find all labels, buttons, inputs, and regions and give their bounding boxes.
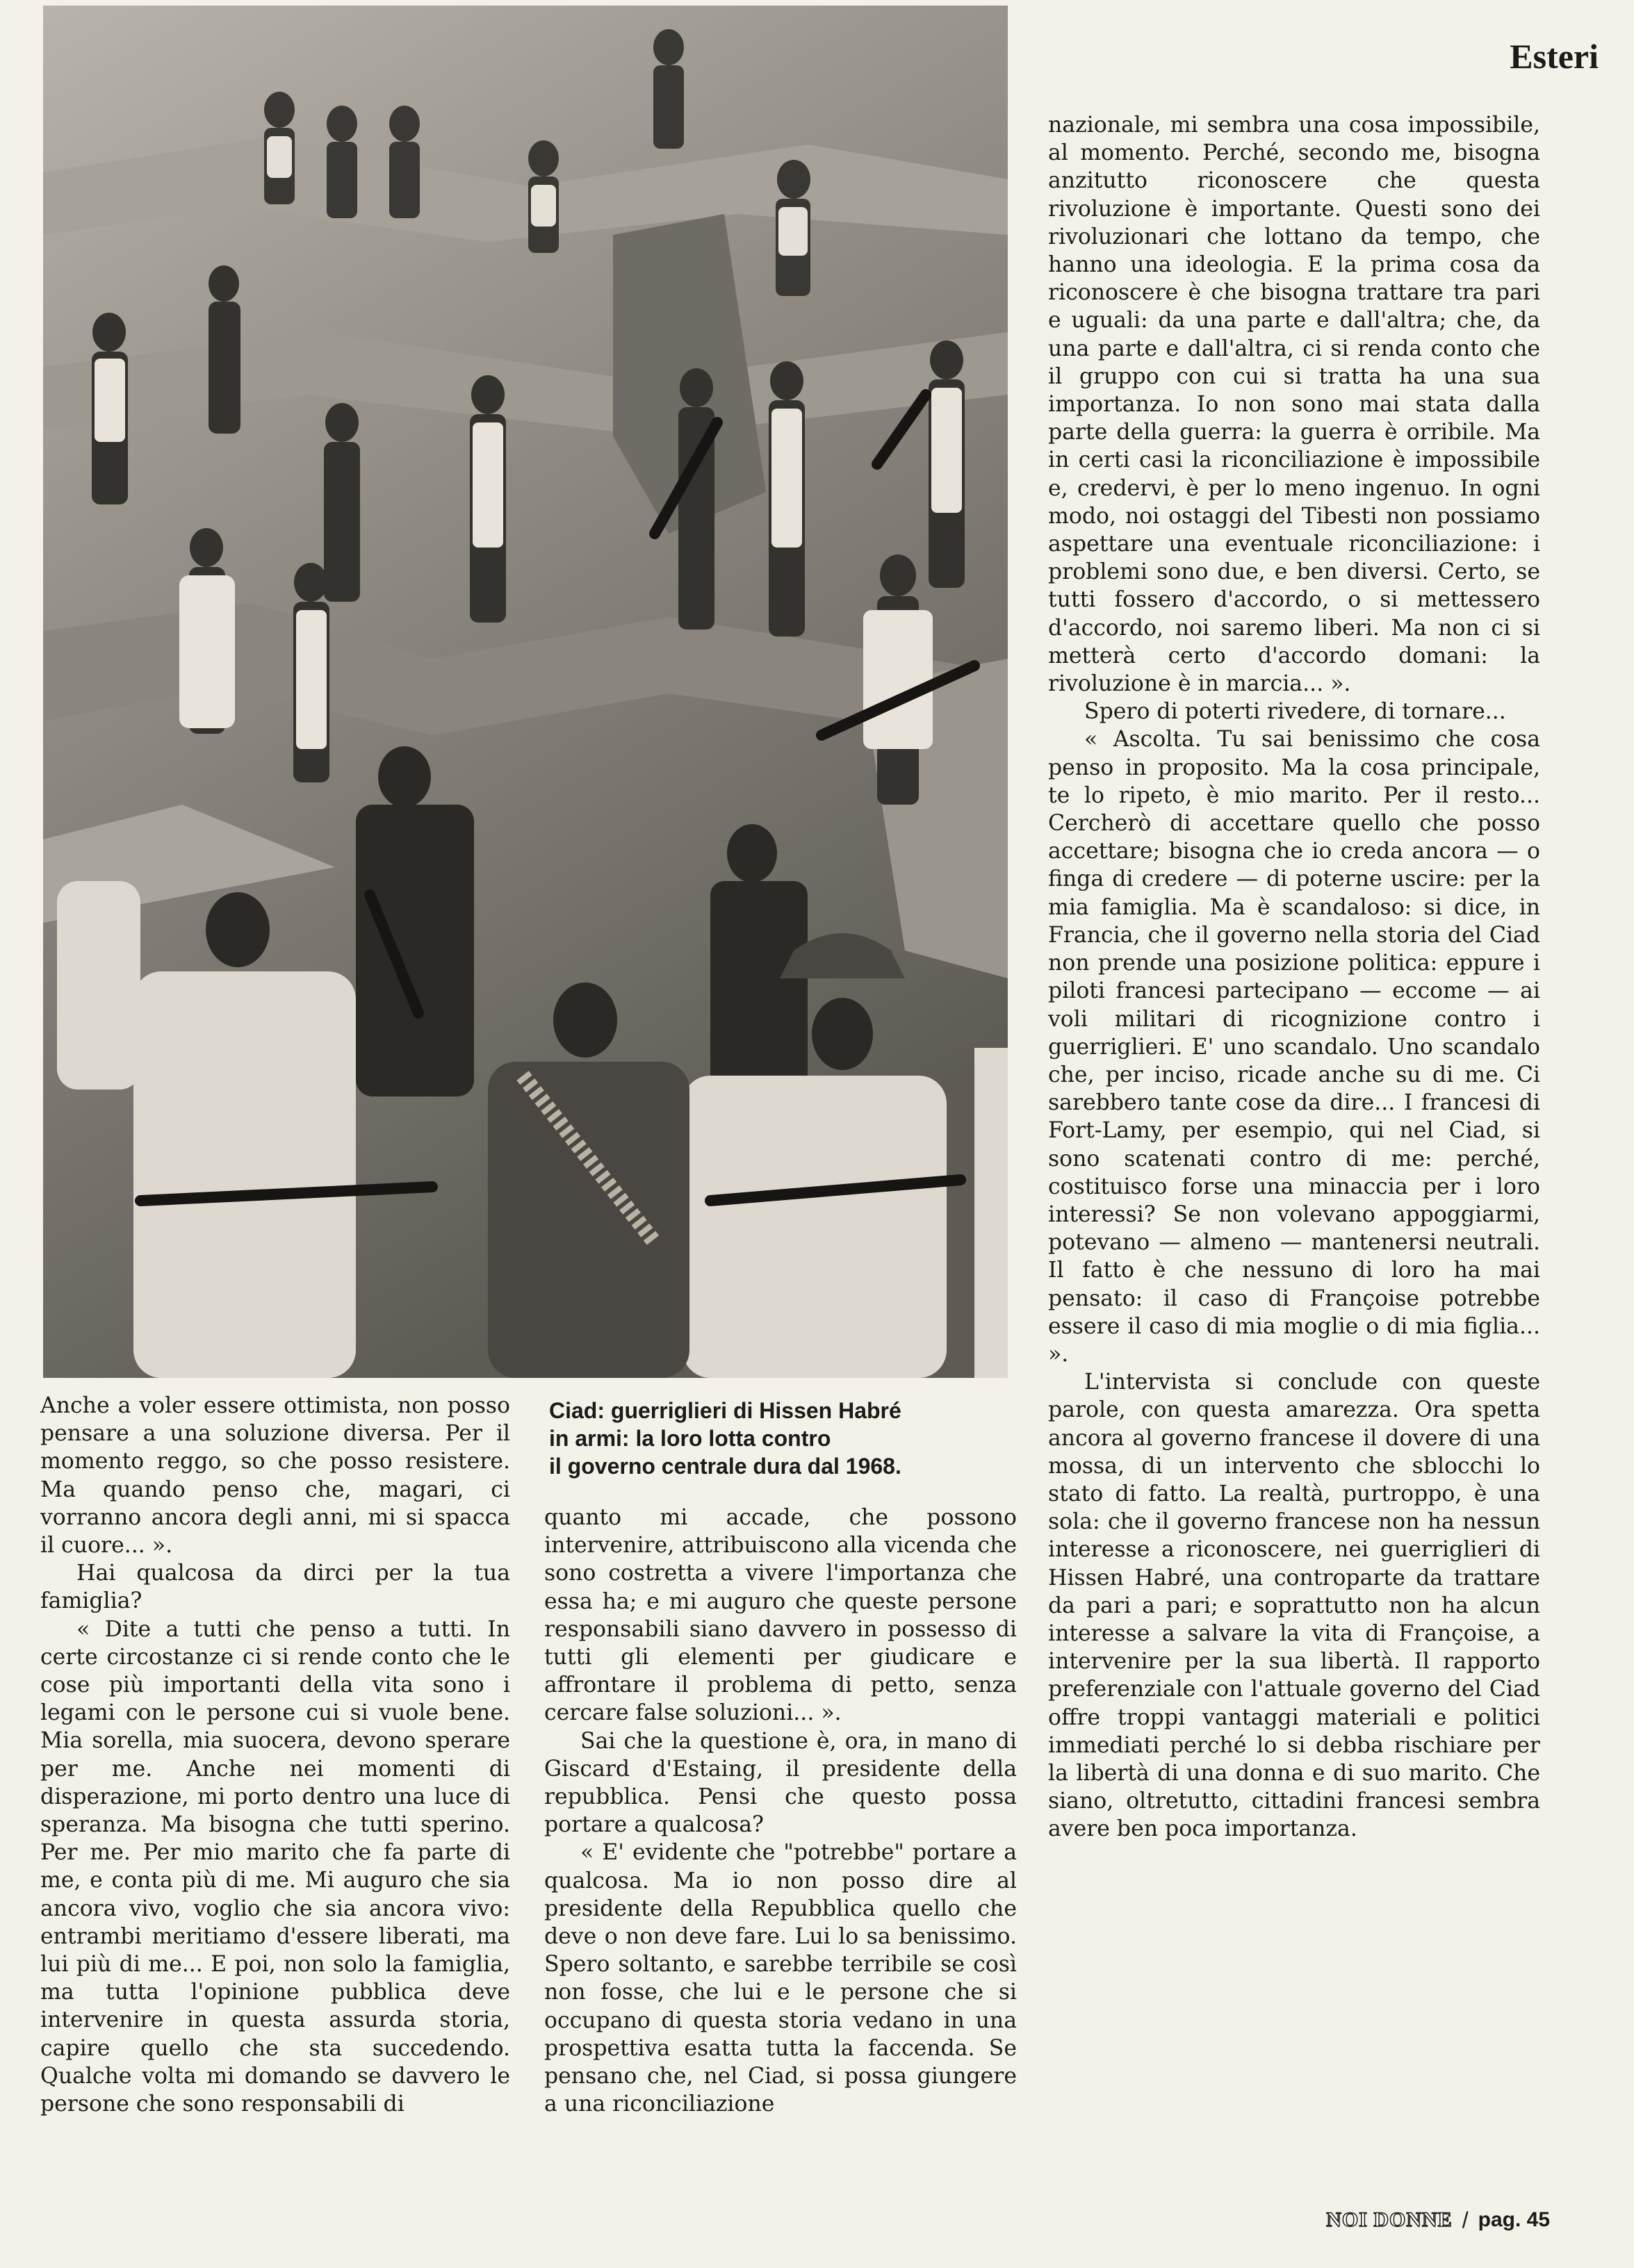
paragraph: « E' evidente che "potrebbe" portare a qualcosa. Ma io non posso dire al presidente della Repubblica quello che deve o non deve fare. Lui lo sa benissimo. Spero soltanto, e sarebbe terribile se così non fosse, che lui e le persone che si occupano di questa storia vedano in una prospettiva esatta tutta la faccenda. Se pensano che, nel Ciad, si possa giungere a una riconciliazione (544, 1840, 1017, 2117)
text-column-1 (40, 1392, 510, 2118)
page-number: pag. 45 (1478, 2208, 1550, 2231)
paragraph: « Ascolta. Tu sai benissimo che cosa penso in proposito. Ma la cosa principale, te lo ripeto, è mio marito. Per il resto... Cercherò di accettare quello che posso accettare; bisogna che io creda ancora — o finga di credere — di poterne uscire: per la mia famiglia. Ma è scandaloso: si dice, in Francia, che il governo nella storia del Ciad non prende una posizione politica: eppure i piloti francesi partecipano — eccome — ai voli militari di ricognizione contro i guerriglieri. E' uno scandalo. Uno scandalo che, per inciso, ricade anche su di me. Ci sarebbero tante cose da dire... I francesi di Fort-Lamy, per esempio, qui nel Ciad, si sono scatenati contro di me: perché, costituisco forse una minaccia per i loro interessi? Se non volevano appoggiarmi, potevano — almeno — mantenersi neutrali. Il fatto è che nessuno di loro ha mai pensato: il caso di Françoise potrebbe essere il caso di mia moglie o di mia figlia... ». (1048, 727, 1540, 1367)
paragraph: « Dite a tutti che penso a tutti. In certe circostanze ci si rende conto che le cose più importanti della vita sono i legami con le persone cui si vuole bene. Mia sorella, mia suocera, devono sperare per me. Anche nei momenti di disperazione, mi porto dentro una luce di speranza. Ma bisogna che tutti sperino. Per me. Per mio marito che fa parte di me, e conta più di me. Mi auguro che sia ancora vivo, voglio che sia ancora vivo: entrambi meritiamo d'essere liberati, ma lui più di me... E poi, non solo la famiglia, ma tutta l'opinione pubblica deve intervenire in questa assurda storia, capire quello che sta succedendo. Qualche volta mi domando se davvero le persone che sono responsabili di (40, 1616, 510, 2117)
section-title: Esteri (1510, 37, 1599, 76)
paragraph: Hai qualcosa da dirci per la tua famiglia? (40, 1561, 510, 1614)
text-column-3 (1048, 111, 1540, 1843)
caption-line: il governo centrale dura dal 1968. (549, 1454, 901, 1479)
paragraph: L'intervista si conclude con queste parole, con questa amarezza. Ora spetta ancora al governo francese il dovere di una mossa, di un intervento che sblocchi lo stato di fatto. La realtà, purtroppo, è una sola: che il governo francese non ha nessun interesse a riconoscere, nei guerriglieri di Hissen Habré, una controparte da trattare da pari a pari; e soprattutto non ha alcun interesse a salvare la vita di Françoise, a intervenire per la sua libertà. Il rapporto preferenziale con l'attuale governo del Ciad offre troppi vantaggi materiali e politici immediati perché lo si debba rischiare per la libertà di una donna e di suo marito. Che siano, oltretutto, cittadini francesi sembra avere ben poca importanza. (1048, 1370, 1540, 1842)
paragraph: Spero di poterti rivedere, di tornare... (1084, 699, 1506, 725)
page-footer (1258, 2205, 1550, 2235)
caption-line: Ciad: guerriglieri di Hissen Habré (549, 1398, 901, 1423)
footer-separator: / (1462, 2207, 1469, 2233)
guerrilla-photo (43, 6, 1008, 1378)
paragraph: Sai che la questione è, ora, in mano di Giscard d'Estaing, il presidente della repubblica. Pensi che questo possa portare a qualcosa? (544, 1728, 1017, 1838)
paragraph: Anche a voler essere ottimista, non posso pensare a una soluzione diversa. Per il momento reggo, so che posso resistere. Ma quando penso che, magari, ci vorranno ancora degli anni, mi si spacca il cuore... ». (40, 1393, 510, 1559)
paragraph: nazionale, mi sembra una cosa impossibile, al momento. Perché, secondo me, bisogna anzitutto riconoscere che questa rivoluzione è importante. Questi sono dei rivoluzionari che lottano da tempo, che hanno una ideologia. E la prima cosa da riconoscere è che bisogna trattare tra pari e uguali: da una parte e dall'altra; che, da una parte e dall'altra, ci si renda conto che il gruppo con cui si tratta ha una sua importanza. Io non sono mai stata dalla parte della guerra: la guerra è orribile. Ma in certi casi la riconciliazione è impossibile e, credervi, è per lo meno ingenuo. In ogni modo, noi ostaggi del Tibesti non possiamo aspettare una eventuale riconciliazione: i problemi sono due, e ben diversi. Certo, se tutti fossero d'accordo, o si mettessero d'accordo, noi saremo liberi. Ma non ci si metterà certo d'accordo domani: la rivoluzione è in marcia... ». (1048, 113, 1540, 697)
magazine-logo: NOI DONNE (1326, 2208, 1453, 2231)
paragraph: quanto mi accade, che possono intervenire, attribuiscono alla vicenda che sono costretta a vivere l'importanza che essa ha; e mi auguro che queste persone responsabili siano davvero in possesso di tutti gli elementi per giudicare e affrontare il problema di petto, senza cercare false soluzioni... ». (544, 1505, 1017, 1726)
photo-caption (549, 1397, 1029, 1480)
caption-line: in armi: la loro lotta contro (549, 1426, 831, 1451)
text-column-2 (544, 1504, 1017, 2118)
